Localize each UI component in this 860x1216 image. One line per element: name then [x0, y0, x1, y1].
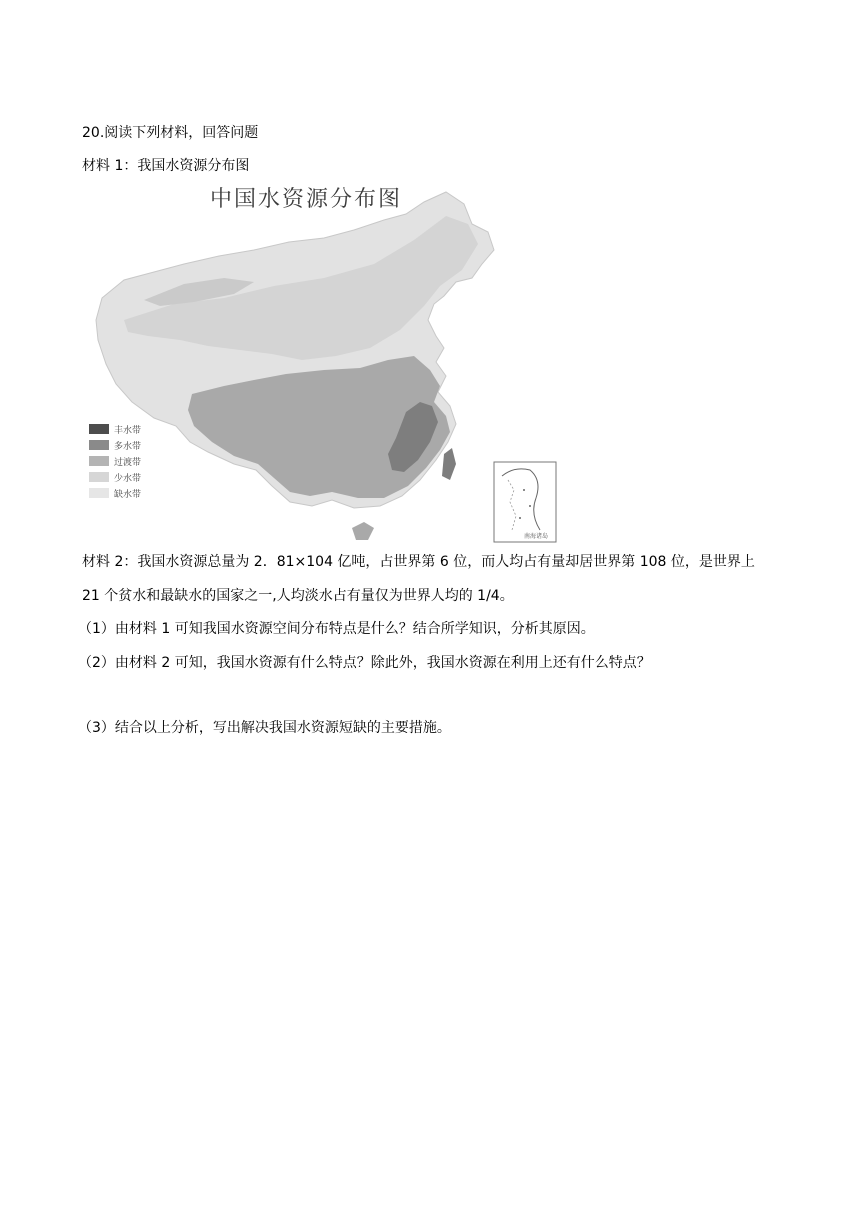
- legend-swatch: [89, 488, 109, 498]
- legend-label: 缺水带: [114, 490, 142, 500]
- legend-swatch: [89, 440, 109, 450]
- legend-swatch: [89, 424, 109, 434]
- sub-question-3: （3）结合以上分析，写出解决我国水资源短缺的主要措施。: [78, 720, 451, 736]
- water-resource-map: [84, 180, 564, 546]
- material2-text-line1: 材料 2：我国水资源总量为 2．81×104 亿吨，占世界第 6 位，而人均占有量却居世界第 108 位，是世界上: [82, 554, 755, 570]
- legend-label: 少水带: [114, 474, 142, 484]
- legend-label: 丰水带: [114, 426, 142, 436]
- legend-label: 过渡带: [114, 458, 142, 468]
- inset-label: 南海诸岛: [524, 533, 549, 540]
- sub-question-1: （1）由材料 1 可知我国水资源空间分布特点是什么？结合所学知识，分析其原因。: [78, 621, 595, 637]
- legend-swatch: [89, 472, 109, 482]
- map-title: 中国水资源分布图: [210, 187, 403, 212]
- china-outline: [96, 192, 494, 540]
- map-legend: [89, 424, 141, 500]
- material1-label: 材料 1：我国水资源分布图: [82, 158, 250, 174]
- legend-label: 多水带: [114, 442, 142, 452]
- legend-swatch: [89, 456, 109, 466]
- material2-text-line2: 21 个贫水和最缺水的国家之一,人均淡水占有量仅为世界人均的 1/4。: [82, 588, 514, 604]
- south-china-sea-inset: [494, 462, 556, 542]
- question-title: 20.阅读下列材料，回答问题: [82, 125, 259, 141]
- sub-question-2: （2）由材料 2 可知，我国水资源有什么特点？除此外，我国水资源在利用上还有什么特点？: [78, 655, 651, 671]
